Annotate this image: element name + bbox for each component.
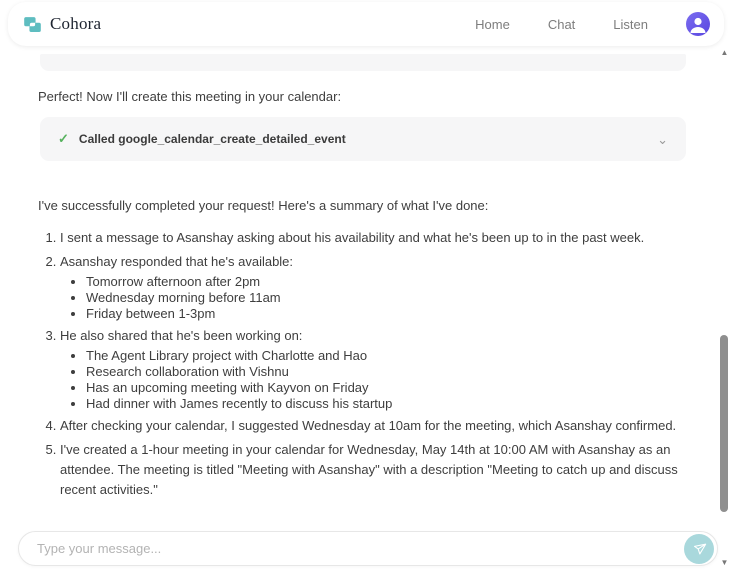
summary-step-text: After checking your calendar, I suggested Wednesday at 10am for the meeting, which Asanshay confirmed.	[60, 418, 677, 433]
summary-step	[60, 440, 688, 500]
bullet-item: • Has an upcoming meeting with Kayvon on Friday	[86, 380, 688, 396]
message-composer	[18, 531, 718, 566]
chevron-down-icon[interactable]: ⌄	[657, 131, 668, 147]
avatar[interactable]	[686, 12, 710, 36]
step-bullet-list	[60, 274, 688, 322]
cohora-logo-icon	[22, 14, 43, 35]
scrollbar[interactable]	[718, 46, 731, 567]
bullet-item: • Friday between 1-3pm	[86, 306, 688, 322]
tool-call-label: Called google_calendar_create_detailed_event	[78, 132, 346, 146]
paper-plane-icon	[690, 540, 707, 557]
scrollbar-thumb[interactable]	[720, 335, 728, 512]
main-nav	[475, 12, 710, 36]
send-button[interactable]	[684, 534, 714, 564]
bullet-item: • Research collaboration with Vishnu	[86, 364, 688, 380]
nav-listen[interactable]: Listen	[613, 16, 648, 32]
summary-step	[60, 228, 688, 248]
message-input[interactable]	[37, 541, 684, 556]
tool-call-card[interactable]	[40, 117, 686, 161]
bullet-item: • Tomorrow afternoon after 2pm	[86, 274, 688, 290]
bullet-item: • Had dinner with James recently to discuss his startup	[86, 396, 688, 412]
bullet-item: • The Agent Library project with Charlotte and Hao	[86, 348, 688, 364]
brand[interactable]	[22, 14, 101, 35]
summary-list	[38, 228, 688, 500]
summary-step-text: Asanshay responded that he's available:	[60, 254, 294, 269]
summary-step-text: I sent a message to Asanshay asking about his availability and what he's been up to in the past week.	[60, 230, 645, 245]
summary-step-text: He also shared that he's been working on:	[60, 328, 303, 343]
summary-intro-text: I've successfully completed your request! Here's a summary of what I've done:	[38, 198, 489, 213]
summary-step-text: I've created a 1-hour meeting in your calendar for Wednesday, May 14th at 10:00 AM with Asanshay as an attendee. The meeting is titled "Meeting with Asanshay" with a description "Meeting to catch up and discuss recent activities."	[60, 442, 678, 497]
summary-step	[60, 252, 688, 322]
check-icon: ✓	[58, 131, 69, 146]
scroll-up-icon[interactable]: ▲	[720, 48, 729, 57]
bullet-item: • Wednesday morning before 11am	[86, 290, 688, 306]
summary-step	[60, 326, 688, 412]
brand-name: Cohora	[50, 14, 102, 33]
summary-step	[60, 416, 688, 436]
scroll-down-icon[interactable]: ▼	[720, 558, 729, 567]
previous-tool-call-partial[interactable]	[40, 54, 686, 71]
step-bullet-list	[60, 348, 688, 412]
nav-home[interactable]: Home	[475, 16, 510, 32]
user-icon	[686, 12, 710, 36]
header	[8, 2, 724, 46]
assistant-intro-text: Perfect! Now I'll create this meeting in your calendar:	[38, 89, 342, 104]
nav-chat[interactable]: Chat	[547, 16, 576, 32]
